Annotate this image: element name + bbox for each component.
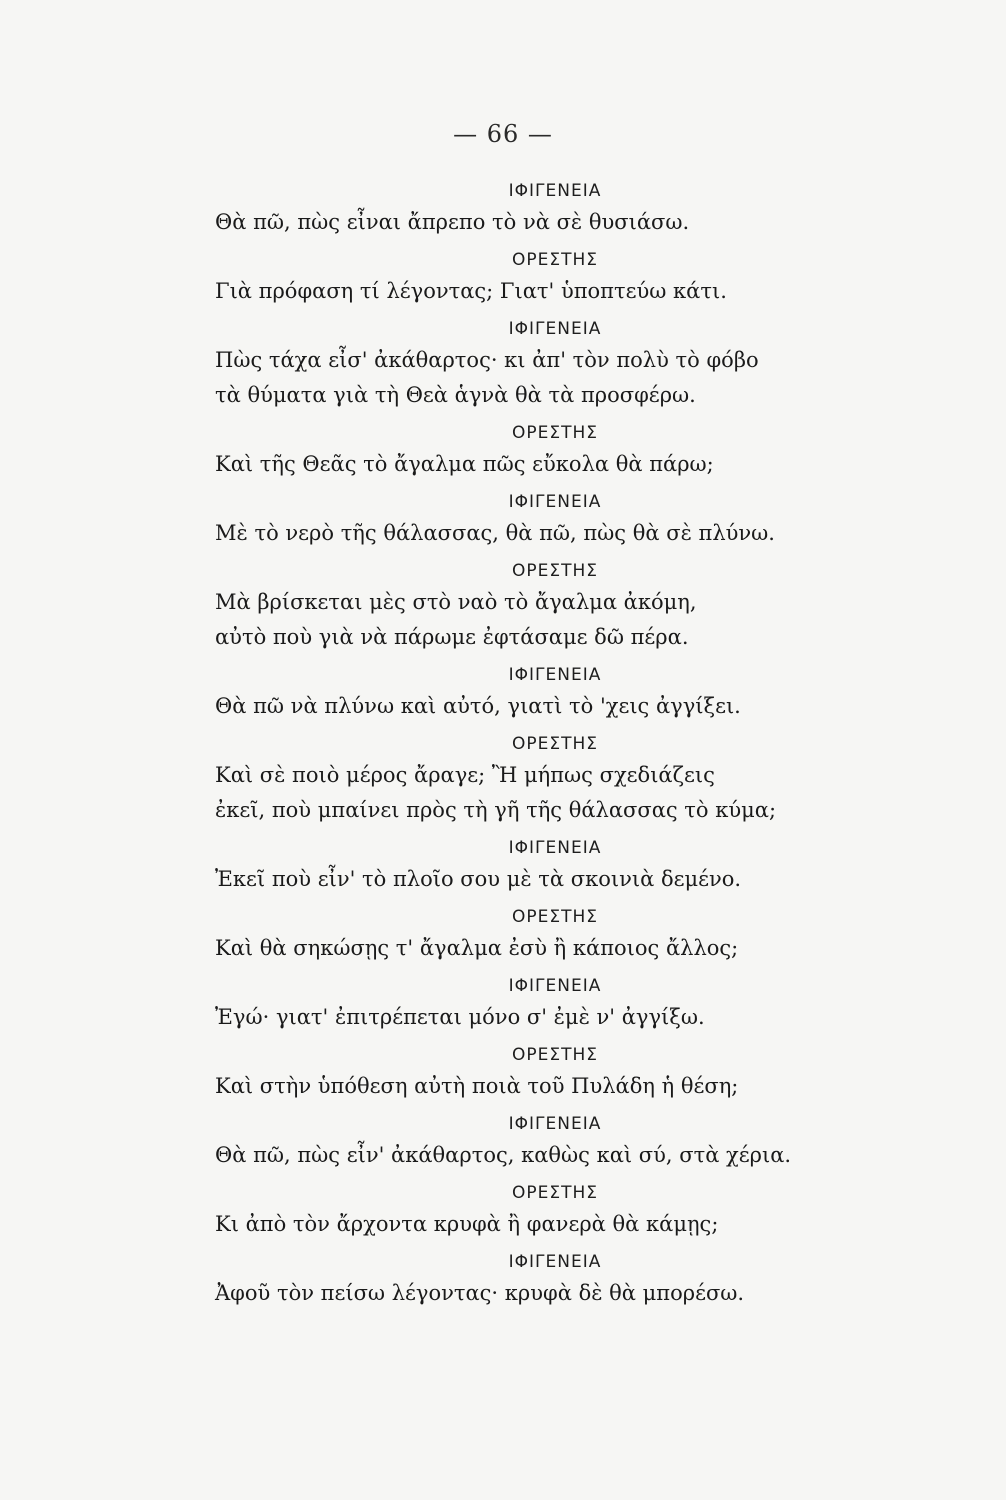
dialogue-block <box>215 557 855 655</box>
verse-line: Μὰ βρίσκεται μὲς στὸ ναὸ τὸ ἄγαλμα ἀκόμη, <box>215 590 697 614</box>
dialogue-text <box>215 177 855 1311</box>
speaker-name: ΟΡΕΣΤΗΣ <box>511 734 599 754</box>
dialogue-block <box>215 246 855 309</box>
verse-line: Καὶ θὰ σηκώσῃς τ' ἄγαλμα ἐσὺ ἢ κάποιος ἄλλος; <box>215 936 739 960</box>
verse-line: Θὰ πῶ, πὼς εἶναι ἄπρεπο τὸ νὰ σὲ θυσιάσω. <box>215 210 690 234</box>
dialogue-block <box>215 315 855 413</box>
dialogue-block <box>215 177 855 240</box>
speaker-name: ΙΦΙΓΕΝΕΙΑ <box>508 181 602 201</box>
verse-line: αὐτὸ ποὺ γιὰ νὰ πάρωμε ἐφτάσαμε δῶ πέρα. <box>215 625 689 649</box>
dialogue-block <box>215 661 855 724</box>
speaker-name: ΟΡΕΣΤΗΣ <box>511 1045 599 1065</box>
verse-line: Καὶ σὲ ποιὸ μέρος ἄραγε; Ἢ μήπως σχεδιάζεις <box>215 763 715 787</box>
dialogue-block <box>215 834 855 897</box>
dialogue-block <box>215 730 855 828</box>
dialogue-block <box>215 419 855 482</box>
speaker-name: ΙΦΙΓΕΝΕΙΑ <box>508 976 602 996</box>
dialogue-block <box>215 1110 855 1173</box>
verse-line: Ἀφοῦ τὸν πείσω λέγοντας· κρυφὰ δὲ θὰ μπορέσω. <box>215 1281 745 1305</box>
speaker-name: ΟΡΕΣΤΗΣ <box>511 423 599 443</box>
page-number: — 66 — <box>453 120 553 148</box>
speaker-name: ΟΡΕΣΤΗΣ <box>511 907 599 927</box>
speaker-name: ΙΦΙΓΕΝΕΙΑ <box>508 319 602 339</box>
verse-line: Γιὰ πρόφαση τί λέγοντας; Γιατ' ὑποπτεύω κάτι. <box>215 279 727 303</box>
speaker-name: ΟΡΕΣΤΗΣ <box>511 561 599 581</box>
speaker-name: ΙΦΙΓΕΝΕΙΑ <box>508 1114 602 1134</box>
speaker-name: ΙΦΙΓΕΝΕΙΑ <box>508 665 602 685</box>
verse-line: Μὲ τὸ νερὸ τῆς θάλασσας, θὰ πῶ, πὼς θὰ σὲ πλύνω. <box>215 521 775 545</box>
speaker-name: ΟΡΕΣΤΗΣ <box>511 250 599 270</box>
dialogue-block <box>215 1248 855 1311</box>
verse-line: Καὶ στὴν ὑπόθεση αὐτὴ ποιὰ τοῦ Πυλάδη ἡ θέση; <box>215 1074 739 1098</box>
dialogue-block <box>215 903 855 966</box>
verse-line: Ἐγώ· γιατ' ἐπιτρέπεται μόνο σ' ἐμὲ ν' ἀγγίξω. <box>215 1005 705 1029</box>
verse-line: Θὰ πῶ, πὼς εἶν' ἀκάθαρτος, καθὼς καὶ σύ, στὰ χέρια. <box>215 1143 792 1167</box>
dialogue-block <box>215 972 855 1035</box>
verse-line: ἐκεῖ, ποὺ μπαίνει πρὸς τὴ γῆ τῆς θάλασσας τὸ κύμα; <box>215 798 777 822</box>
verse-line: Πὼς τάχα εἶσ' ἀκάθαρτος· κι ἀπ' τὸν πολὺ τὸ φόβο <box>215 348 759 372</box>
speaker-name: ΙΦΙΓΕΝΕΙΑ <box>508 492 602 512</box>
dialogue-block <box>215 1041 855 1104</box>
speaker-name: ΟΡΕΣΤΗΣ <box>511 1183 599 1203</box>
verse-line: τὰ θύματα γιὰ τὴ Θεὰ ἁγνὰ θὰ τὰ προσφέρω. <box>215 383 696 407</box>
dialogue-block <box>215 488 855 551</box>
verse-line: Ἐκεῖ ποὺ εἶν' τὸ πλοῖο σου μὲ τὰ σκοινιὰ δεμένο. <box>215 867 742 891</box>
speaker-name: ΙΦΙΓΕΝΕΙΑ <box>508 838 602 858</box>
speaker-name: ΙΦΙΓΕΝΕΙΑ <box>508 1252 602 1272</box>
dialogue-block <box>215 1179 855 1242</box>
verse-line: Κι ἀπὸ τὸν ἄρχοντα κρυφὰ ἢ φανερὰ θὰ κάμῃς; <box>215 1212 719 1236</box>
verse-line: Καὶ τῆς Θεᾶς τὸ ἄγαλμα πῶς εὔκολα θὰ πάρω; <box>215 452 714 476</box>
verse-line: Θὰ πῶ νὰ πλύνω καὶ αὐτό, γιατὶ τὸ 'χεις ἀγγίξει. <box>215 694 741 718</box>
